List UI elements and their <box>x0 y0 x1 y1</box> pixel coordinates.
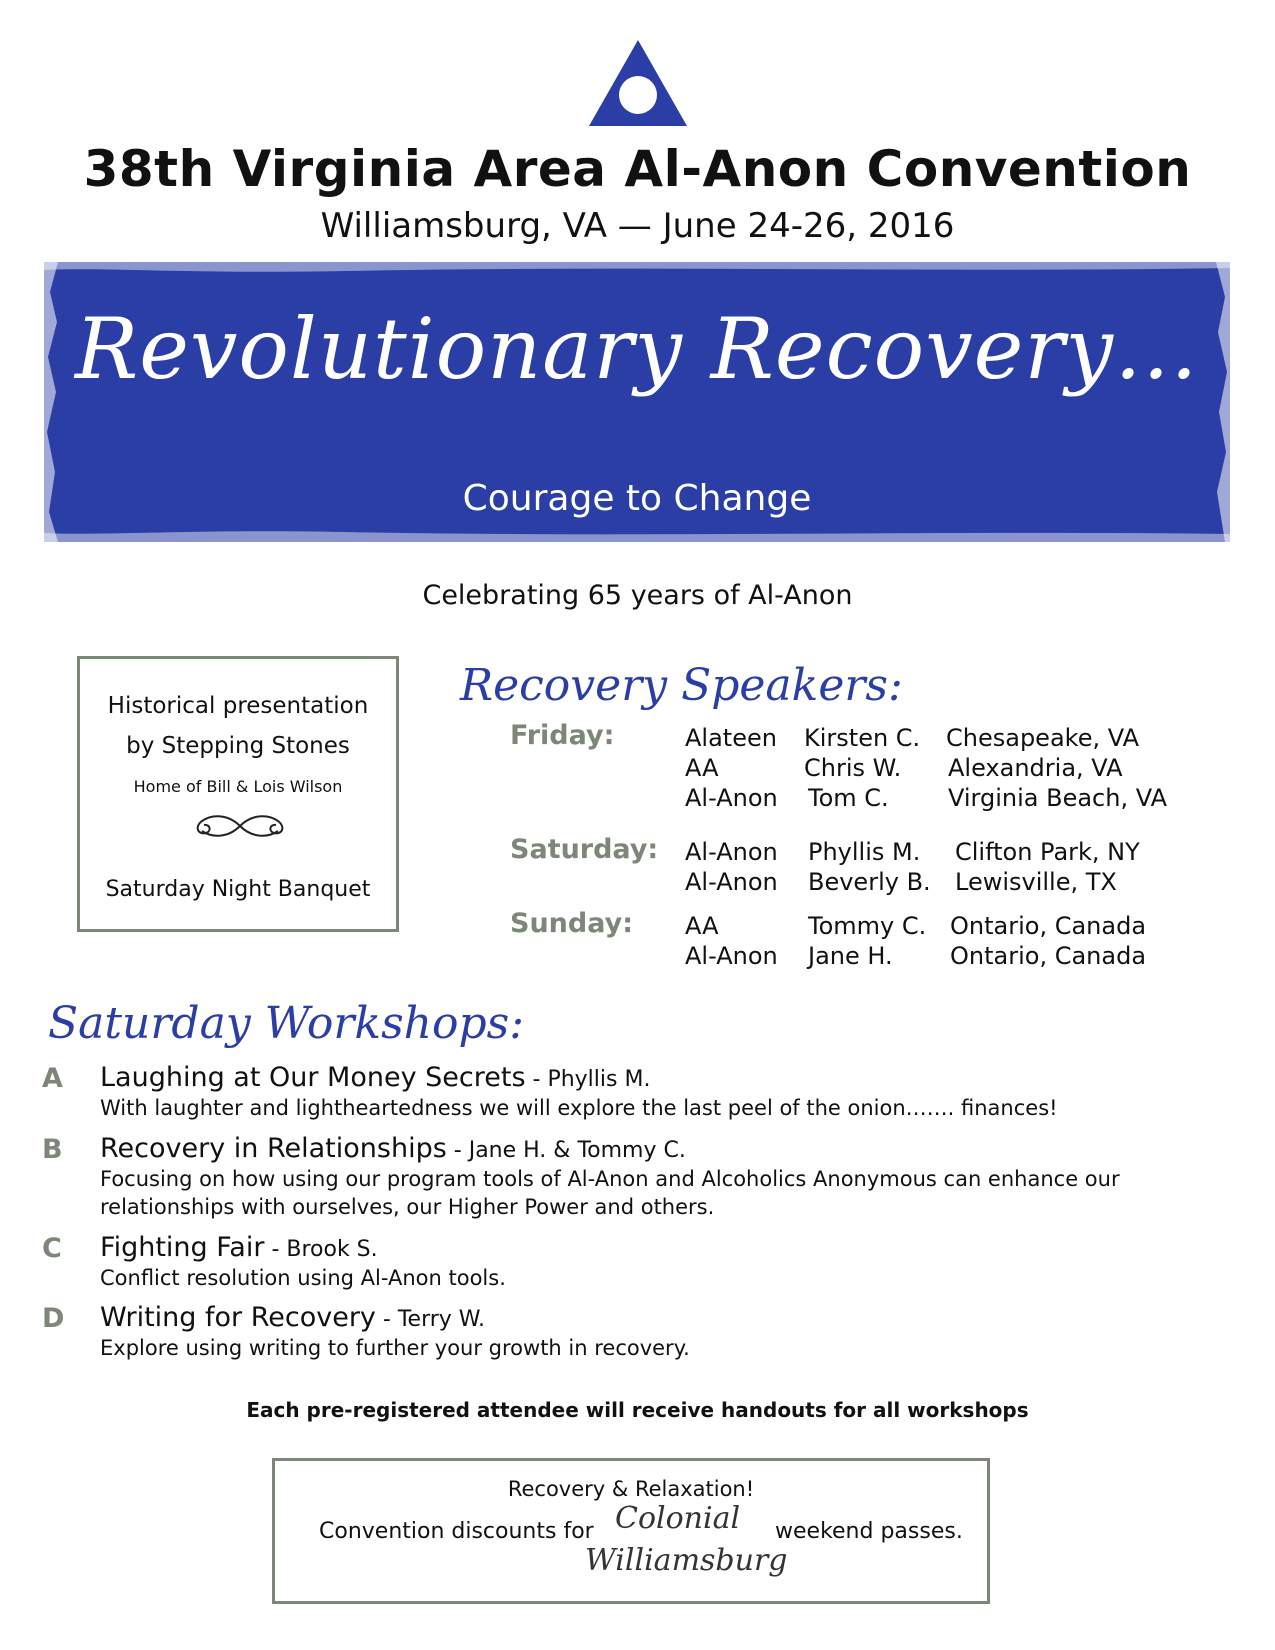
speaker-location: Chesapeake, VA <box>946 724 1140 752</box>
speaker-group: Al-Anon <box>685 942 778 970</box>
colonial-williamsburg-logo-line-2: Williamsburg <box>585 1543 788 1578</box>
workshop-presenter: - Brook S. <box>264 1237 378 1262</box>
workshop-title: Recovery in Relationships <box>100 1133 447 1164</box>
workshop-title-line <box>100 1232 378 1263</box>
workshop-title-line <box>100 1302 485 1333</box>
workshop-letter: A <box>42 1063 63 1094</box>
colonial-williamsburg-logo-line-1: Colonial <box>615 1501 741 1536</box>
speaker-location: Ontario, Canada <box>950 942 1147 970</box>
speaker-group: Al-Anon <box>685 784 778 812</box>
workshop-description: Explore using writing to further your growth in recovery. <box>100 1336 690 1360</box>
speakers-heading: Recovery Speakers: <box>460 660 903 711</box>
celebration-note: Celebrating 65 years of Al-Anon <box>422 580 853 611</box>
speaker-group: AA <box>685 912 719 940</box>
workshop-presenter: - Jane H. & Tommy C. <box>446 1138 686 1163</box>
banner-tagline: Courage to Change <box>462 478 812 519</box>
workshop-title-line <box>100 1133 686 1164</box>
speaker-name: Beverly B. <box>808 868 931 896</box>
speaker-group: AA <box>685 754 719 782</box>
workshop-letter: C <box>42 1233 62 1264</box>
workshop-description: Conflict resolution using Al-Anon tools. <box>100 1266 506 1290</box>
workshop-title: Writing for Recovery <box>100 1302 376 1333</box>
page-title: 38th Virginia Area Al-Anon Convention <box>83 140 1192 198</box>
relaxation-box <box>272 1458 990 1604</box>
speaker-location: Alexandria, VA <box>948 754 1123 782</box>
speaker-name: Tom C. <box>808 784 889 812</box>
workshop-presenter: - Phyllis M. <box>525 1067 651 1092</box>
al-anon-triangle-logo <box>587 38 689 128</box>
relaxation-left-text: Convention discounts for <box>319 1519 594 1544</box>
history-line-2: by Stepping Stones <box>126 733 350 759</box>
history-line-4: Saturday Night Banquet <box>105 877 371 902</box>
day-friday: Friday: <box>510 720 615 751</box>
workshop-letter: B <box>42 1134 63 1165</box>
workshop-title-line <box>100 1062 650 1093</box>
speaker-name: Kirsten C. <box>804 724 921 752</box>
history-line-3: Home of Bill & Lois Wilson <box>133 777 343 796</box>
workshop-presenter: - Terry W. <box>375 1307 486 1332</box>
relaxation-right-text: weekend passes. <box>775 1519 963 1544</box>
handouts-note: Each pre-registered attendee will receive handouts for all workshops <box>246 1398 1029 1422</box>
speaker-group: Al-Anon <box>685 838 778 866</box>
relaxation-title: Recovery & Relaxation! <box>507 1477 755 1501</box>
speaker-name: Chris W. <box>804 754 902 782</box>
workshop-description: With laughter and lightheartedness we will explore the last peel of the onion……. finances! <box>100 1096 1058 1120</box>
workshop-title: Fighting Fair <box>100 1232 265 1263</box>
speaker-location: Virginia Beach, VA <box>948 784 1168 812</box>
historical-presentation-box <box>77 656 399 932</box>
speaker-name: Jane H. <box>808 942 893 970</box>
speaker-group: Al-Anon <box>685 868 778 896</box>
event-location-date: Williamsburg, VA — June 24-26, 2016 <box>320 206 955 246</box>
workshop-description: Focusing on how using our program tools of Al-Anon and Alcoholics Anonymous can enhance our relationships with ourselves, our Higher Power and others. <box>100 1167 1120 1219</box>
history-line-1: Historical presentation <box>107 693 369 719</box>
flourish-ornament-icon <box>190 811 290 841</box>
speaker-name: Tommy C. <box>808 912 927 940</box>
day-sunday: Sunday: <box>510 908 634 939</box>
speaker-location: Clifton Park, NY <box>955 838 1140 866</box>
workshops-heading: Saturday Workshops: <box>48 998 525 1049</box>
workshop-letter: D <box>42 1303 65 1334</box>
speaker-group: Alateen <box>685 724 777 752</box>
day-saturday: Saturday: <box>510 834 659 865</box>
speaker-location: Lewisville, TX <box>955 868 1117 896</box>
speaker-location: Ontario, Canada <box>950 912 1147 940</box>
banner-script-title: Revolutionary Recovery… <box>75 300 1199 398</box>
speaker-name: Phyllis M. <box>808 838 921 866</box>
workshop-title: Laughing at Our Money Secrets <box>100 1062 526 1093</box>
